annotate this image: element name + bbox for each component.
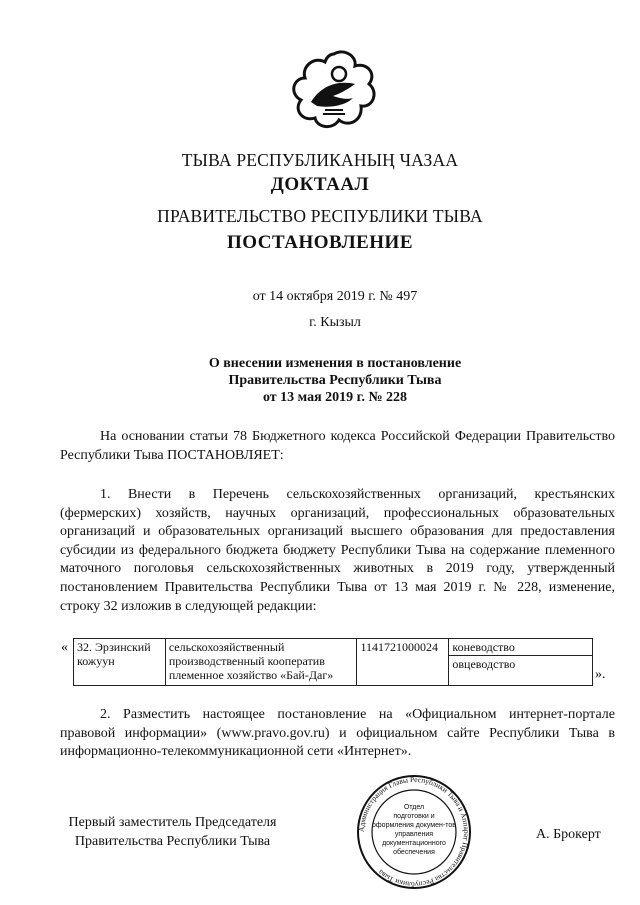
tuva-emblem-icon — [289, 50, 379, 132]
tuva-doc-type: ДОКТААЛ — [270, 174, 370, 195]
stamp-ring-text: Администрация Главы Республики Тыва и Аппарат Правительства Республики Тыва — [356, 775, 472, 890]
activity-cell-2: овцеводство — [449, 656, 593, 686]
doc-city: г. Кызыл — [309, 315, 361, 330]
table-close-quote: ». — [595, 667, 606, 682]
tuva-gov-title: ТЫВА РЕСПУБЛИКАНЫҢ ЧАЗАА — [181, 150, 459, 170]
doc-subject — [0, 355, 640, 406]
stamp-line-1: Отдел — [403, 804, 425, 811]
stamp-line-4: управления — [394, 831, 434, 838]
official-stamp — [345, 775, 483, 890]
subject-line-3: от 13 мая 2019 г. № 228 — [262, 390, 408, 405]
stamp-line-6: обеспечения — [393, 849, 435, 856]
district-cell: 32. Эрзинский кожуун — [74, 639, 166, 686]
activity-cell-1: коневодство — [449, 639, 593, 656]
paragraph-2 — [60, 706, 615, 762]
table-row — [74, 639, 593, 656]
doc-type: ПОСТАНОВЛЕНИЕ — [226, 232, 414, 253]
stamp-line-2: подготовки и — [393, 813, 435, 820]
subject-line-2: Правительства Республики Тыва — [228, 373, 442, 388]
organization-cell: сельскохозяйственный производственный кооператив племенное хозяйство «Бай-Даг» — [165, 639, 357, 686]
subject-line-1: О внесении изменения в постановление — [208, 356, 462, 371]
paragraph-1-text: 1. Внести в Перечень сельскохозяйственных организаций, крестьянских (фермерских) хозяйств, научных организаций, профессиональных образовательных организаций и образовательных организаций высшего образования для предоставления субсидии из федерального бюджета бюджету Республики Тыва на содержание племенного маточного поголовья сельскохозяйственных животных в 2019 году, утвержденный постановлением Правительства Республики Тыва от 13 мая 2019 г. № 228, изменение, строку 32 изложив в следующей редакции: — [60, 487, 615, 614]
paragraph-2-text: 2. Разместить настоящее постановление на «Официальном интернет-портале правовой информации» (www.pravo.gov.ru) и официальном сайте Республики Тыва в информационно-телекоммуникационной сети «Интернет». — [60, 707, 615, 760]
inn-cell: 1141721000024 — [357, 639, 449, 686]
row-32-table — [73, 638, 593, 686]
stamp-line-5: документационного — [382, 840, 446, 847]
signatory-position-line-2: Правительства Республики Тыва — [74, 834, 271, 849]
gov-title: ПРАВИТЕЛЬСТВО РЕСПУБЛИКИ ТЫВА — [157, 206, 483, 226]
doc-date-number: от 14 октября 2019 г. № 497 — [252, 289, 418, 304]
signatory-position — [60, 813, 285, 851]
signatory-name: А. Брокерт — [536, 827, 601, 842]
signatory-position-line-1: Первый заместитель Председателя — [68, 815, 277, 830]
paragraph-preamble — [60, 428, 615, 465]
paragraph-1 — [60, 486, 615, 616]
paragraph-preamble-text: На основании статьи 78 Бюджетного кодекса Российской Федерации Правительство Республики Тыва ПОСТАНОВЛЯЕТ: — [60, 429, 615, 463]
stamp-line-3: оформления докумен-тов — [372, 822, 456, 829]
table-open-quote: « — [61, 640, 68, 655]
